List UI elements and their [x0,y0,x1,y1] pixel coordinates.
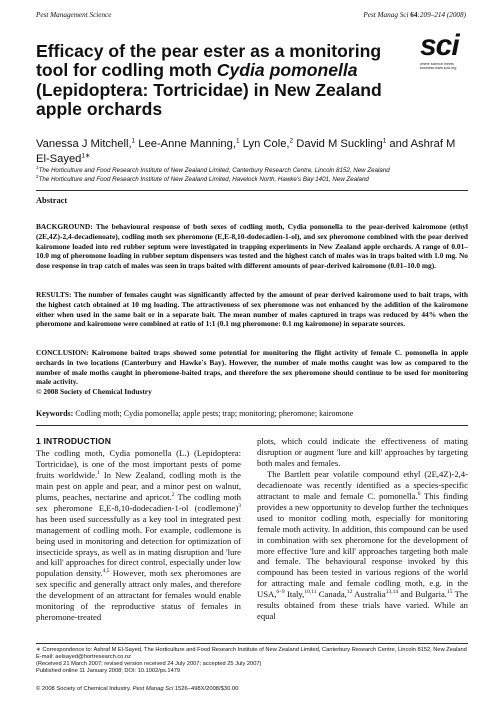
divider [36,190,468,191]
author-affil: 1 [382,137,387,145]
copyright-text: © 2008 Society of Chemical Industry. [36,686,133,692]
author-affil: 1 [131,137,136,145]
column-left [36,436,241,623]
abstract-heading: Abstract [36,196,68,205]
abstract-label: CONCLUSION: [36,348,89,357]
body-text: This finding provides a new opportunity to develop further the techniques used to monitor codling moth, especially for monitoring female moth activity. In addition, this compound can be used in combination with sex pheromone for the development of more effective 'lure and kill' approaches targeting both male and female. The behavioural response invoked by this compound has been tested in various regions of the world for attracting male and female codling moth, e.g. in the USA, [257,490,468,600]
citation-ref: 15 [446,589,453,596]
body-text: The Bartlett pear volatile compound ethyl (2E,4Z)-2,4-decadienoate was recently identified as a species-specific attractant to male and female C. pomonella. [257,468,468,501]
abstract-text: The behavioural response of both sexes of codling moth, Cydia pomonella to the pear-derived kairomone (ethyl (2E,4Z)-2,4-decadienoate), codling moth sex pheromone (E,E-8,10-dodecadien-1-ol), and sex pheromone combined with the pear derived kairomone loaded into red rubber septum were investigated in trapping experiments in New Zealand apple orchards. A range of 0.01–10.0 mg of pheromone loading in rubber septum dispensers was tested and the highest catch of males was in traps baited with 1.0 mg. No dose response in trap catch of males was seen in traps baited with different amounts of pear-derived kairomone (0.01–10.0 mg). [36,222,468,270]
citation-ref: 3 [238,502,241,509]
author-name: David M Suckling [293,138,383,150]
article-title [36,42,416,119]
body-text: Italy, [284,589,305,600]
body-text: Australia [352,589,386,600]
body-paragraph [36,448,241,623]
affiliation [36,173,476,185]
affiliation-text: The Horticulture and Food Research Institute of New Zealand Limited, Havelock North, Hawke's Bay 1401, New Zealand [38,175,369,183]
title-part-2: (Lepidoptera: Tortricidae) in New Zealand apple orchards [36,79,382,119]
keywords [36,409,476,419]
body-text: The codling moth sex pheromone E,E-8,10-dodecadien-1-ol (codlemone) [36,491,241,513]
affiliation-number: 1 [36,164,39,170]
author-name: Lee-Anne Manning, [135,138,236,150]
section-heading: 1 INTRODUCTION [36,436,112,446]
logo-tagline: where science meets business www.soci.org [420,62,457,70]
column-right [257,436,468,622]
running-head [36,11,466,21]
citation-ref: 4,5 [102,568,110,575]
abstract-label: BACKGROUND: [36,222,93,231]
correspondence-note: ∗ Correspondence to: Ashraf M El-Sayed, The Horticulture and Food Research Institute of New Zealand Limited, Canterbury Research Centre, Lincoln 8152, New Zealand [36,647,467,653]
citation-ref: 2 [171,491,175,498]
keywords-label: Keywords: [36,409,74,418]
abstract-background [36,222,468,271]
sci-logo [420,29,466,70]
affiliation [36,164,476,176]
journal-name: Pest Management Science [36,11,112,19]
citation-volume: 64 [410,11,418,19]
abstract-copyright: © 2008 Society of Chemical Industry [36,387,152,396]
citation-ref: 6–9 [276,589,285,596]
abstract-conclusion [36,348,468,397]
citation-ref: 6 [417,490,421,497]
body-paragraph: plots, which could indicate the effectiveness of mating disruption or augment 'lure and kill' approaches by targeting both males and females. [257,436,468,468]
copyright-issn: 1526–498X/2008/$30.00 [173,686,239,692]
affiliation-number: 2 [36,173,39,179]
author-affil: 2 [289,137,294,145]
footnotes [36,647,468,675]
citation-journal: Pest Manag Sci [363,11,409,19]
keywords-text: Codling moth; Cydia pomonella; apple pests; trap; monitoring; pheromone; kairomone [73,409,354,418]
received-note: (Received 21 March 2007; revised version received 24 July 2007; accepted 25 July 2007) [36,661,262,668]
author-name: and Ashraf M El-Sayed [36,138,456,165]
footnote-divider [36,643,468,644]
citation-ref: 13,14 [385,589,399,596]
abstract-text: Kairomone baited traps showed some potential for monitoring the flight activity of female C. pomonella in apple orchards in two locations (Canterbury and Hawke's Bay). However, the number of male moths caught was low as compared to the number of male moths caught in pheromone-baited traps, and therefore the sex pheromone should continue to be used for monitoring male activity. [36,348,468,387]
abstract-results [36,290,468,329]
published-note: Published online 11 January 2008; DOI: 10.1002/ps.1479 [36,668,181,675]
copyright-journal: Pest Manag Sci [132,686,174,692]
body-text: The results obtained from these trials have varied. While an equal [257,589,468,622]
body-text: The codling moth, Cydia pomonella (L.) (Lepidoptera: Tortricidae), is one of the most important pests of pome fruits worldwide. [36,447,241,480]
author-name: Lyn Cole, [239,138,290,150]
body-text: In New Zealand, codling moth is the main pest on apple and pear, and a minor pest on walnut, plums, peaches, nectarine and apricot. [36,469,241,502]
citation [363,11,466,19]
citation-pages: :209–214 (2008) [417,11,466,19]
body-text: and Bulgaria. [398,589,447,600]
citation-ref: 12 [346,589,353,596]
body-text: has been used successfully as a key tool in integrated pest management of codling moth. For example, codlemone is being used in monitoring and detection for optimization of insecticide sprays, as well as in mating disruption and 'lure and kill' approaches for direct control, especially under low population density. [36,513,241,579]
divider [36,425,468,426]
author-name: Vanessa J Mitchell, [36,138,132,150]
abstract-label: RESULTS: [36,290,72,299]
title-part-1: Efficacy of the pear ester as a monitoring tool for codling moth [36,41,382,81]
bottom-copyright [36,686,468,693]
affiliations [36,164,476,184]
abstract-text: The number of females caught was significantly affected by the amount of pear derived kairomone used to bait traps, with the highest catch obtained at 10 mg loading. The attractiveness of sex pheromone was not enhanced by the addition of the kairomone either when used in the same bait or in a separate bait. The mean number of males captured in traps was reduced by 44% when the pheromone and kairomone were combined at ratio of 1:1 (0.1 mg pheromone: 0.1 mg kairomone) in separate sources. [36,290,468,329]
email-note: E-mail: aelsayed@hortresearch.co.nz [36,654,131,661]
affiliation-text: The Horticulture and Food Research Institute of New Zealand Limited, Canterbury Research Centre, Lincoln 8152, New Zealand [38,167,390,174]
citation-ref: 1 [97,469,100,476]
author-affil: 1 [235,137,240,145]
body-text: Canada, [316,589,347,600]
citation-ref: 10,11 [304,589,317,596]
body-paragraph [257,469,468,622]
author-list [36,137,466,166]
logo-word: sci [420,29,459,62]
author-affil: 1∗ [81,151,91,159]
title-species: Cydia pomonella [216,60,358,81]
body-text: However, moth sex pheromones are sex specific and generally attract only males, and therefore the development of an attractant for females would enable monitoring of the reproductive status of females in pheromone-treated [36,568,241,623]
